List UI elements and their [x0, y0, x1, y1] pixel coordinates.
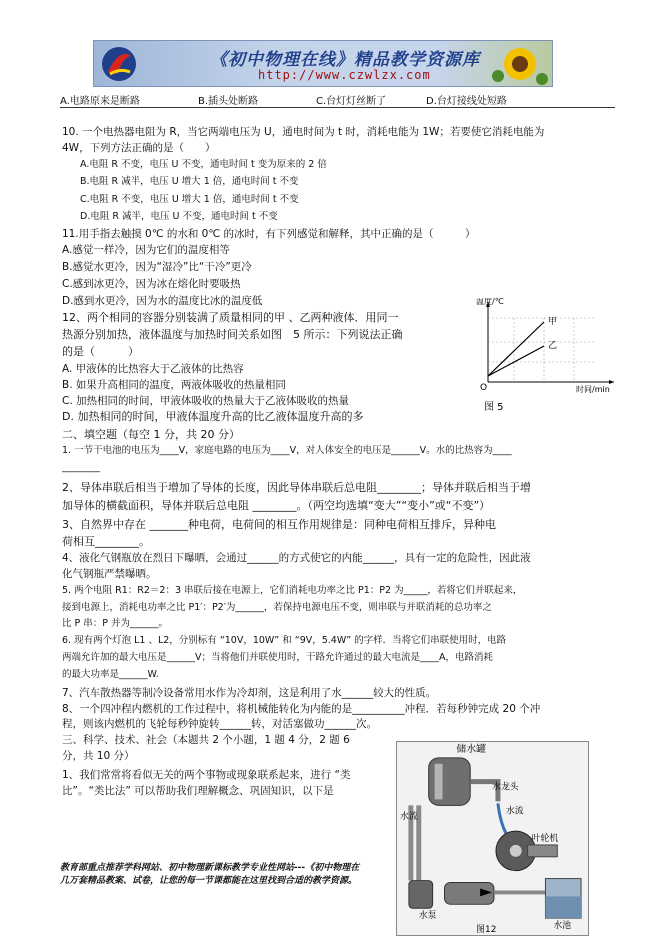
q12-stem-line1: 12、两个相同的容器分别装满了质量相同的甲 、乙两种液体．用同一	[62, 311, 399, 324]
s2-q4-line2: 化气钢瓶严禁曝晒。	[62, 568, 157, 580]
fig12-label-faucet: 水龙头	[492, 782, 519, 793]
q10-option-b: B.电阻 R 减半，电压 U 增大 1 倍，通电时间 t 不变	[80, 176, 299, 187]
q12-option-b: B. 如果升高相同的温度，两液体吸收的热量相同	[62, 379, 286, 391]
figure-5-caption: 图 5	[484, 402, 504, 413]
s2-q3-line1: 3、自然界中存在 _______种电荷，电荷间的相互作用规律是：同种电荷相互排斥，异种电	[62, 518, 496, 531]
q11-option-a: A.感觉一样冷，因为它们的温度相等	[62, 244, 230, 256]
s2-q5-line1: 5. 两个电阻 R1：R2＝2：3 串联后接在电源上，它们消耗电功率之比 P1：P2 为_____，若将它们并联起来，	[62, 585, 523, 596]
series-jia-line	[488, 322, 544, 376]
s2-q3-line2: 荷相互________。	[62, 535, 150, 548]
fig12-label-turbine: 叶轮机	[531, 833, 559, 844]
q12-option-a: A. 甲液体的比热容大于乙液体的比热容	[62, 363, 244, 375]
option-b: B.插头处断路	[198, 96, 259, 107]
previous-question-options	[60, 92, 615, 106]
footer-line2: 几万套精品教案、试卷，让您的每一节课都能在这里找到合适的教学资源。	[60, 876, 358, 886]
x-axis-label: 时间/min	[576, 385, 610, 394]
section2-heading: 二、填空题（每空 1 分，共 20 分）	[62, 428, 240, 441]
logo-icon	[100, 44, 138, 84]
footer	[60, 862, 359, 888]
s2-q6-line2: 两端允许加的最大电压是______V；当将他们并联使用时，干路允许通过的最大电流是____A，电路消耗	[62, 652, 493, 663]
q12-option-c: C. 加热相同的时间，甲液体吸收的热量大于乙液体吸收的热量	[62, 395, 350, 407]
figure-5-graph	[474, 298, 624, 416]
option-d: D.台灯接线处短路	[426, 96, 507, 107]
s2-q1-line1: 1. 一节干电池的电压为____V，家庭电路的电压为____V，对人体安全的电压是______V。水的比热容为____	[62, 445, 512, 456]
fig12-label-flow: 水流	[505, 806, 524, 817]
q11-option-c: C.感到冰更冷，因为冰在熔化时要吸热	[62, 278, 241, 290]
q10-stem-line2: 4W，下列方法正确的是（ ）	[62, 142, 216, 154]
divider	[60, 107, 615, 108]
s2-q6-line3: 的最大功率是______W.	[62, 669, 159, 680]
fig12-label-tank: 储水罐	[456, 743, 487, 755]
figure-12-diagram	[396, 741, 589, 936]
q12-stem-line2: 热源分别加热，液体温度与加热时间关系如图 5 所示：下列说法正确	[62, 328, 403, 341]
s2-q1-line2: ________	[62, 462, 100, 473]
fig12-label-pump: 水泵	[418, 911, 437, 922]
q12-option-d: D. 加热相同的时间，甲液体温度升高的比乙液体温度升高的多	[62, 410, 364, 423]
sunflower-icon	[490, 43, 548, 85]
q10-option-c: C.电阻 R 不变，电压 U 增大 1 倍，通电时间 t 不变	[80, 194, 299, 205]
s3-q1-line1: 1、我们常常将看似无关的两个事物或现象联系起来，进行 “类	[62, 769, 351, 781]
q11-option-d: D.感到水更冷，因为水的温度比冰的温度低	[62, 295, 263, 307]
series-yi-label: 乙	[548, 341, 558, 351]
series-yi-line	[488, 346, 544, 376]
series-jia-label: 甲	[548, 317, 558, 327]
q12-stem-line3: 的是（ ）	[62, 345, 139, 358]
origin-label: O	[480, 383, 488, 393]
fig12-label-left-flow-text: 水流	[399, 812, 418, 823]
banner-url[interactable]: http://www.czwlzx.com	[258, 68, 431, 82]
q10-stem-line1: 10. 一个电热器电阻为 R，当它两端电压为 U，通电时间为 t 时，消耗电能为 1W；若要使它消耗电能为	[62, 126, 545, 138]
s3-q1-line2: 比”。“类比法” 可以帮助我们理解概念、巩固知识，以下是	[62, 785, 334, 797]
header-banner	[93, 40, 553, 87]
fig12-label-pool: 水池	[553, 921, 572, 932]
fig12-label-left-flow	[400, 810, 418, 822]
q10-option-a: A.电阻 R 不变，电压 U 不变，通电时间 t 变为原来的 2 倍	[80, 159, 327, 170]
option-c: C.台灯灯丝断了	[316, 96, 387, 107]
s2-q7: 7、汽车散热器等制冷设备常用水作为冷却剂，这是利用了水______较大的性质。	[62, 687, 437, 699]
fig12-caption: 图12	[476, 925, 497, 936]
q10-option-d: D.电阻 R 减半，电压 U 不变，通电时间 t 不变	[80, 211, 278, 222]
s2-q2-line1: 2、导体串联后相当于增加了导体的长度，因此导体串联后总电阻________；导体并联后相当于增	[62, 481, 531, 494]
banner-title: 《初中物理在线》精品教学资源库	[210, 50, 480, 70]
option-a: A.电路原来是断路	[60, 96, 140, 107]
s2-q5-line2: 接到电源上，消耗电功率之比 P1′：P2′为______，若保持电源电压不变，则串联与并联消耗的总功率之	[62, 602, 492, 613]
footer-line1: 教育部重点推荐学科网站、初中物理新课标教学专业性网站---《初中物理在	[60, 863, 360, 873]
s2-q4-line1: 4、液化气钢瓶放在烈日下曝晒，会通过______的方式使它的内能______，具有一定的危险性，因此液	[62, 552, 531, 564]
q11-option-b: B.感觉水更冷，因为“湿冷”比“干冷”更冷	[62, 261, 252, 273]
s2-q6-line1: 6. 现有两个灯泡 L1 、L2，分别标有 “10V，10W” 和 “9V，5.4W” 的字样．当将它们串联使用时，电路	[62, 635, 507, 646]
s2-q5-line3: 比 P 串：P 并为______。	[62, 618, 169, 629]
y-axis-label: 温度/℃	[476, 298, 504, 306]
s2-q2-line2: 加导体的横截面积，导体并联后总电阻 ________。（两空均选填“变大”“变小”或“不变”）	[62, 499, 491, 512]
section3-heading-line2: 分，共 10 分）	[62, 750, 135, 762]
section3-heading-line1: 三、科学、技术、社会（本题共 2 个小题，1 题 4 分，2 题 6	[62, 734, 350, 746]
q11-stem: 11.用手指去触摸 0℃ 的水和 0℃ 的冰时，有下列感觉和解释，其中正确的是（ ）	[62, 228, 476, 240]
s2-q8-line2: 程，则该内燃机的飞轮每秒钟旋转______转，对活塞做功______次。	[62, 718, 377, 730]
s2-q8-line1: 8、一个四冲程内燃机的工作过程中，将机械能转化为内能的是__________冲程．若每秒钟完成 20 个冲	[62, 703, 541, 715]
